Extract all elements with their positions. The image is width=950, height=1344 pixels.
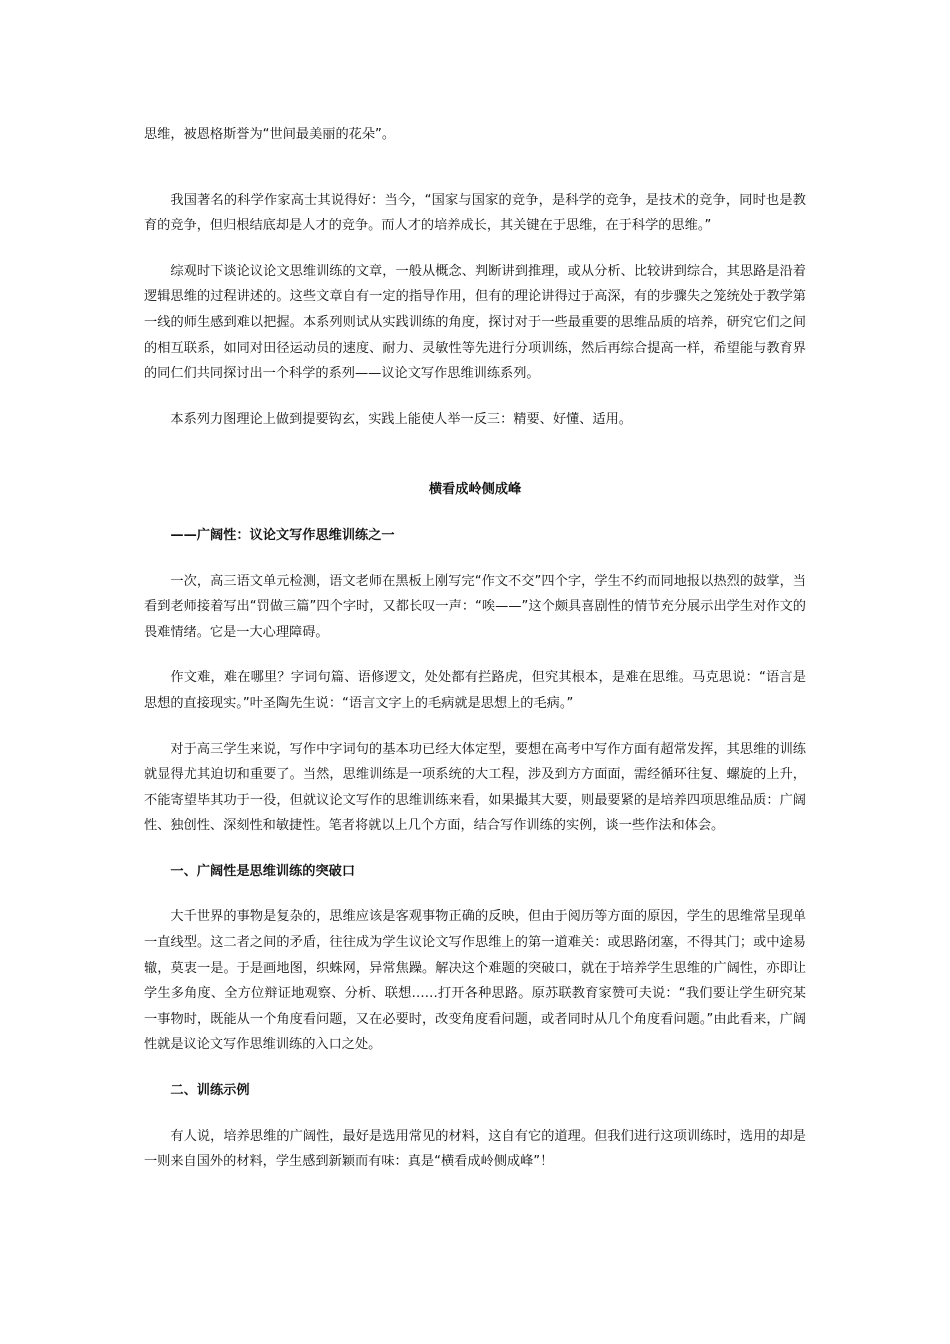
- paragraph-gao-shiqi-quote: 我国著名的科学作家高士其说得好：当今，“国家与国家的竞争，是科学的竞争，是技术的竞争，同时也是教育的竞争，但归根结底却是人才的竞争。而人才的培养成长，其关键在于思维，在于科学的思维。”: [144, 192, 806, 234]
- paragraph-overview: 综观时下谈论议论文思维训练的文章，一般从概念、判断讲到推理，或从分析、比较讲到综合，其思路是沿着逻辑思维的过程讲述的。这些文章自有一定的指导作用，但有的理论讲得过于高深，有的步骤失之笼统处于教学第一线的师生感到难以把握。本系列则试从实践训练的角度，探讨对于一些最重要的思维品质的培养，研究它们之间的相互联系，如同对田径运动员的速度、耐力、灵敏性等先进行分项训练，然后再综合提高一样，希望能与教育界的同仁们共同探讨出一个科学的系列——议论文写作思维训练系列。: [144, 263, 806, 382]
- paragraph-difficulty: 作文难，难在哪里？字词句篇、语修逻文，处处都有拦路虎，但究其根本，是难在思维。马克思说：“语言是思想的直接现实。”叶圣陶先生说：“语言文字上的毛病就是思想上的毛病。”: [144, 670, 806, 711]
- paragraph-series-goal: 本系列力图理论上做到提要钩玄，实践上能使人举一反三：精要、好懂、适用。: [170, 411, 632, 427]
- article-subtitle: ——广阔性：议论文写作思维训练之一: [170, 527, 395, 543]
- paragraph-intro: 思维，被恩格斯誉为“世间最美丽的花朵”。: [144, 127, 396, 142]
- section-heading-2: 二、训练示例: [170, 1083, 250, 1099]
- article-title: 横看成岭侧成峰: [428, 482, 522, 498]
- paragraph-thinking-qualities: 对于高三学生来说，写作中字词句的基本功已经大体定型，要想在高考中写作方面有超常发挥，其思维的训练就显得尤其迫切和重要了。当然，思维训练是一项系统的大工程，涉及到方方面面，需经循环往复、螺旋的上升，不能寄望毕其功于一役，但就议论文写作的思维训练来看，如果撮其大要，则最要紧的是培养四项思维品质：广阔性、独创性、深刻性和敏捷性。笔者将就以上几个方面，结合写作训练的实例，谈一些作法和体会。: [144, 741, 806, 834]
- paragraph-breadth: 大千世界的事物是复杂的，思维应该是客观事物正确的反映，但由于阅历等方面的原因，学生的思维常呈现单一直线型。这二者之间的矛盾，往往成为学生议论文写作思维上的第一道难关：或思路闭塞，不得其门；或中途易辙，莫衷一是。于是画地图，织蛛网，异常焦躁。解决这个难题的突破口，就在于培养学生思维的广阔性，亦即让学生多角度、全方位辩证地观察、分析、联想……打开各种思路。原苏联教育家赞可夫说：“我们要让学生研究某一事物时，既能从一个角度看问题，又在必要时，改变角度看问题，或者同时从几个角度看问题。”由此看来，广阔性就是议论文写作思维训练的入口之处。: [144, 909, 806, 1053]
- paragraph-anecdote: 一次，高三语文单元检测，语文老师在黑板上刚写完“作文不交”四个字，学生不约而同地报以热烈的鼓掌，当看到老师接着写出“罚做三篇”四个字时，又都长叹一声：“唉——”这个颇具喜剧性的情节充分展示出学生对作文的畏难情绪。它是一大心理障碍。: [144, 573, 806, 640]
- section-heading-1: 一、广阔性是思维训练的突破口: [170, 863, 356, 879]
- paragraph-example: 有人说，培养思维的广阔性，最好是选用常见的材料，这自有它的道理。但我们进行这项训练时，选用的却是一则来自国外的材料，学生感到新颖而有味：真是“横看成岭侧成峰”！: [144, 1128, 806, 1170]
- document-page: [144, 122, 806, 1175]
